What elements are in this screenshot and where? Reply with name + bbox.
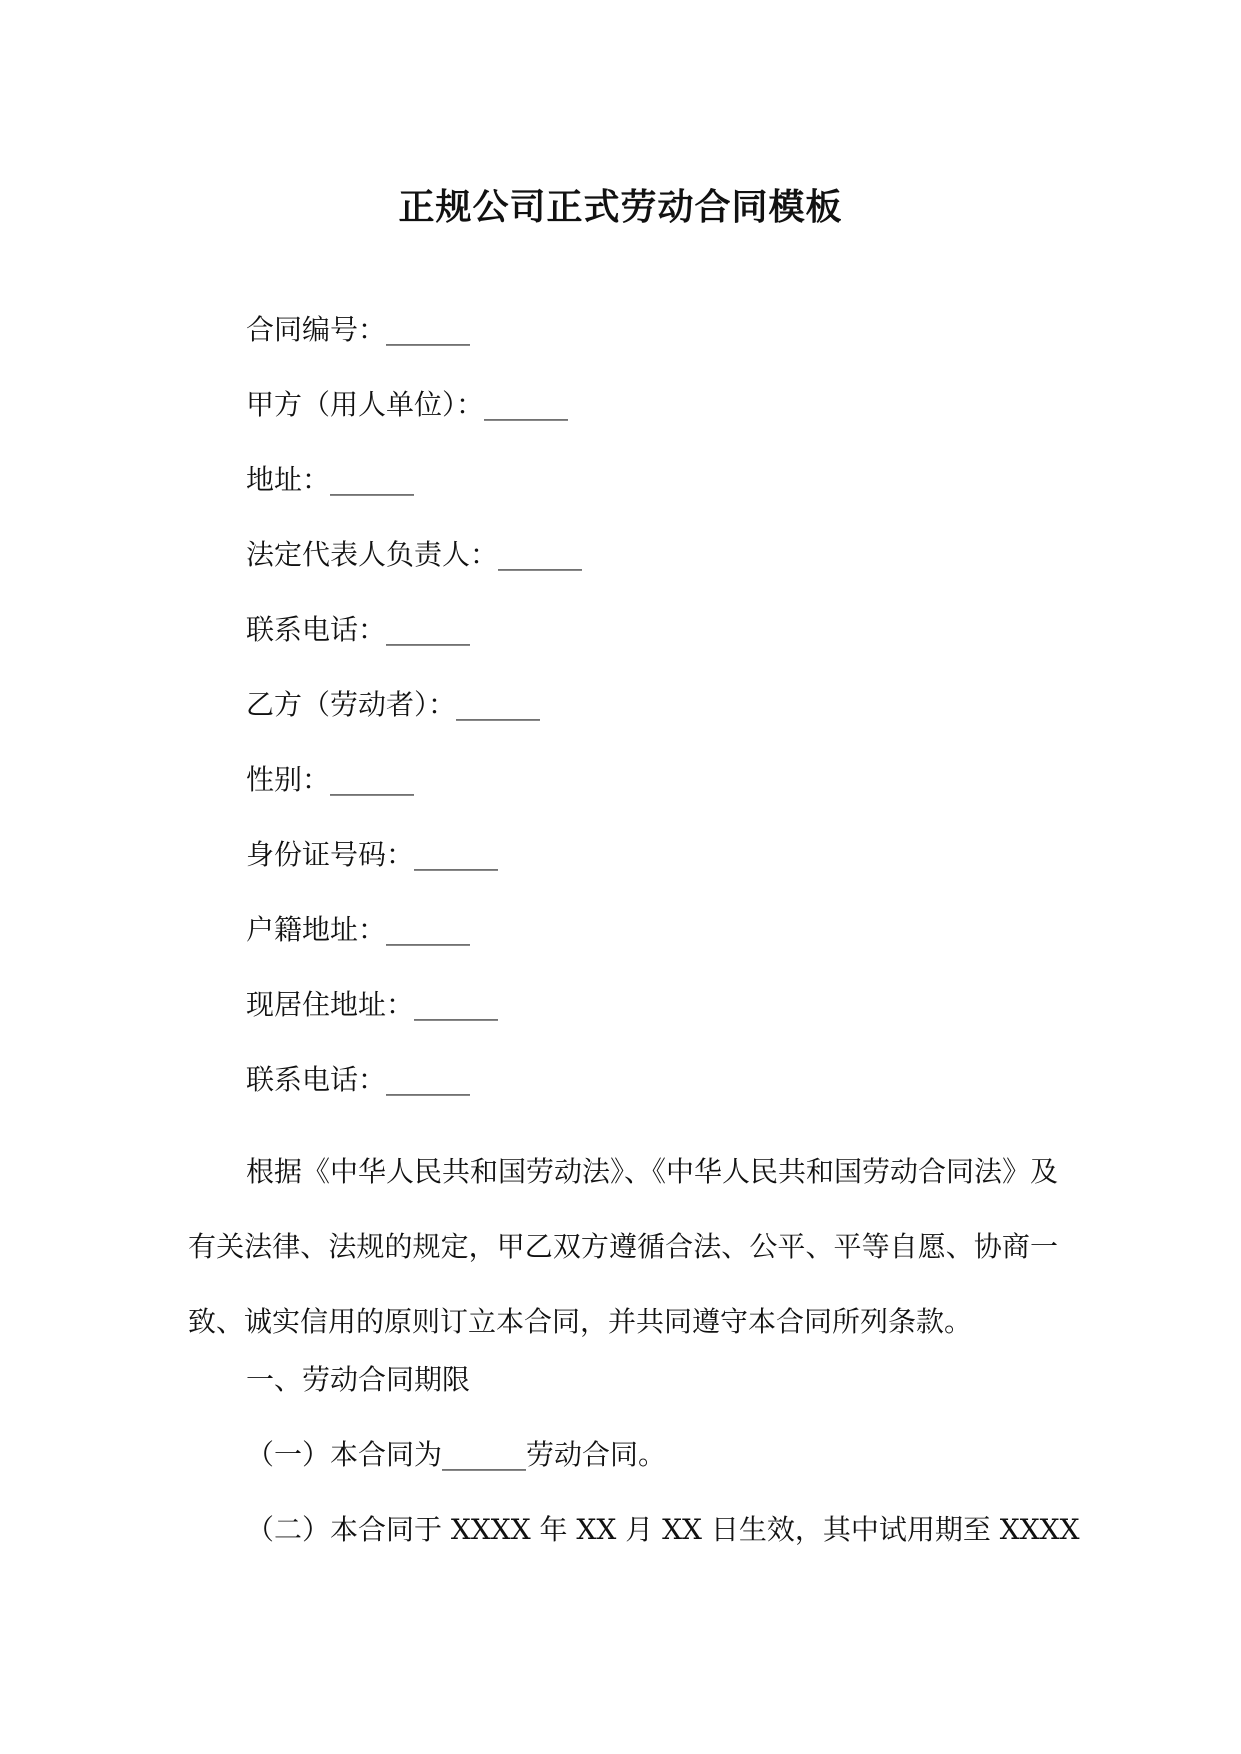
document-title: 正规公司正式劳动合同模板	[398, 186, 843, 228]
field-household-address: 户籍地址：______	[246, 913, 471, 946]
field-gender: 性别：______	[246, 763, 415, 796]
clause-item: （二）本合同于 XXXX 年 XX 月 XX 日生效，其中试用期至 XXXX	[246, 1513, 1080, 1546]
field-party-b: 乙方（劳动者）：______	[246, 688, 541, 721]
field-party-b-phone: 联系电话：______	[246, 1063, 471, 1096]
preamble-paragraph: 根据《中华人民共和国劳动法》、《中华人民共和国劳动合同法》及有关法律、法规的规定，甲乙双方遵循合法、公平、平等自愿、协商一致、诚实信用的原则订立本合同，并共同遵守本合同所列条款。	[188, 1155, 1059, 1338]
field-id-number: 身份证号码：______	[246, 838, 499, 871]
field-contract-number: 合同编号：______	[246, 313, 471, 346]
field-current-address: 现居住地址：______	[246, 988, 499, 1021]
field-legal-representative: 法定代表人负责人：______	[246, 538, 583, 571]
section-heading: 一、劳动合同期限	[246, 1363, 471, 1396]
clause-item: （一）本合同为______劳动合同。	[246, 1438, 667, 1471]
field-party-a-address: 地址：______	[246, 463, 415, 496]
field-party-a: 甲方（用人单位）：______	[246, 388, 569, 421]
field-party-a-phone: 联系电话：______	[246, 613, 471, 646]
